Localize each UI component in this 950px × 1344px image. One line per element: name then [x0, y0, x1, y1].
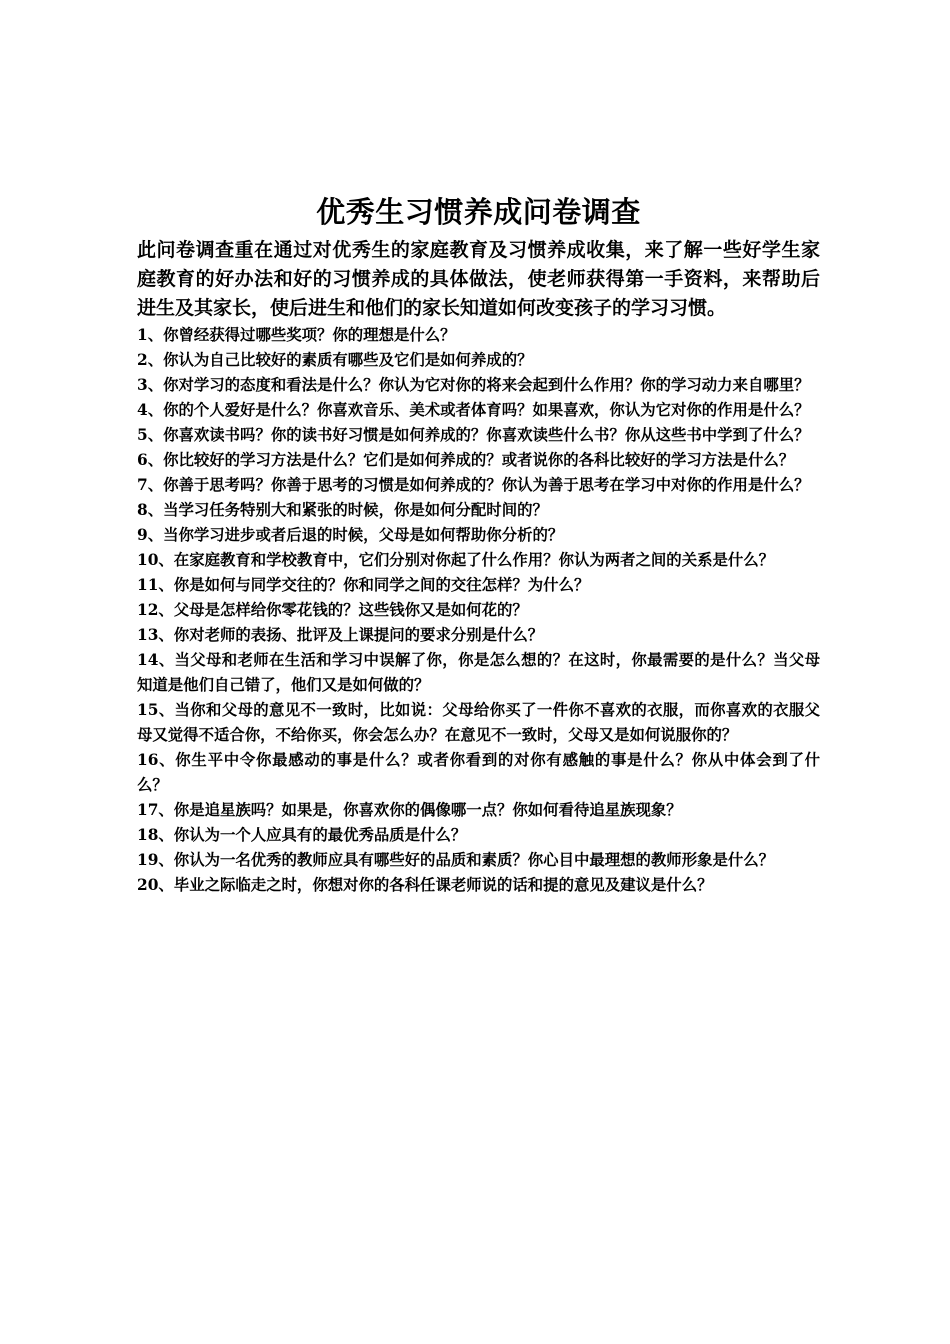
document-page [137, 188, 820, 898]
question-item: 1、你曾经获得过哪些奖项？你的理想是什么？ [137, 326, 456, 344]
intro-paragraph: 此问卷调查重在通过对优秀生的家庭教育及习惯养成收集，来了解一些好学生家庭教育的好办法和好的习惯养成的具体做法，使老师获得第一手资料，来帮助后进生及其家长，使后进生和他们的家长知道如何改变孩子的学习习惯。 [137, 239, 820, 319]
question-item: 7、你善于思考吗？你善于思考的习惯是如何养成的？你认为善于思考在学习中对你的作用是什么？ [137, 476, 810, 494]
question-item: 6、你比较好的学习方法是什么？它们是如何养成的？或者说你的各科比较好的学习方法是什么？ [137, 451, 795, 469]
question-item: 14、当父母和老师在生活和学习中误解了你，你是怎么想的？在这时，你最需要的是什么？当父母知道是他们自己错了，他们又是如何做的？ [137, 651, 820, 694]
question-item: 8、当学习任务特别大和紧张的时候，你是如何分配时间的？ [137, 501, 548, 519]
question-list [137, 323, 820, 898]
question-item: 13、你对老师的表扬、批评及上课提问的要求分别是什么？ [137, 626, 544, 644]
question-item: 3、你对学习的态度和看法是什么？你认为它对你的将来会起到什么作用？你的学习动力来自哪里？ [137, 376, 810, 394]
question-item: 18、你认为一个人应具有的最优秀品质是什么？ [137, 826, 467, 844]
question-item: 20、毕业之际临走之时，你想对你的各科任课老师说的话和提的意见及建议是什么？ [137, 876, 713, 894]
question-item: 19、你认为一名优秀的教师应具有哪些好的品质和素质？你心目中最理想的教师形象是什么？ [137, 851, 775, 869]
question-item: 12、父母是怎样给你零花钱的？这些钱你又是如何花的？ [137, 601, 528, 619]
question-item: 4、你的个人爱好是什么？你喜欢音乐、美术或者体育吗？如果喜欢，你认为它对你的作用是什么？ [137, 401, 810, 419]
question-item: 11、你是如何与同学交往的？你和同学之间的交往怎样？为什么？ [137, 576, 590, 594]
question-item: 2、你认为自己比较好的素质有哪些及它们是如何养成的？ [137, 351, 533, 369]
question-item: 5、你喜欢读书吗？你的读书好习惯是如何养成的？你喜欢读些什么书？你从这些书中学到了什么？ [137, 426, 810, 444]
question-item: 17、你是追星族吗？如果是，你喜欢你的偶像哪一点？你如何看待追星族现象？ [137, 801, 682, 819]
question-item: 16、你生平中令你最感动的事是什么？或者你看到的对你有感触的事是什么？你从中体会到了什么？ [137, 751, 820, 794]
question-item: 15、当你和父母的意见不一致时，比如说：父母给你买了一件你不喜欢的衣服，而你喜欢的衣服父母又觉得不适合你，不给你买，你会怎么办？在意见不一致时，父母又是如何说服你的？ [137, 701, 820, 744]
document-title: 优秀生习惯养成问卷调查 [316, 195, 641, 229]
question-item: 9、当你学习进步或者后退的时候，父母是如何帮助你分析的？ [137, 526, 564, 544]
question-item: 10、在家庭教育和学校教育中，它们分别对你起了什么作用？你认为两者之间的关系是什么？ [137, 551, 775, 569]
